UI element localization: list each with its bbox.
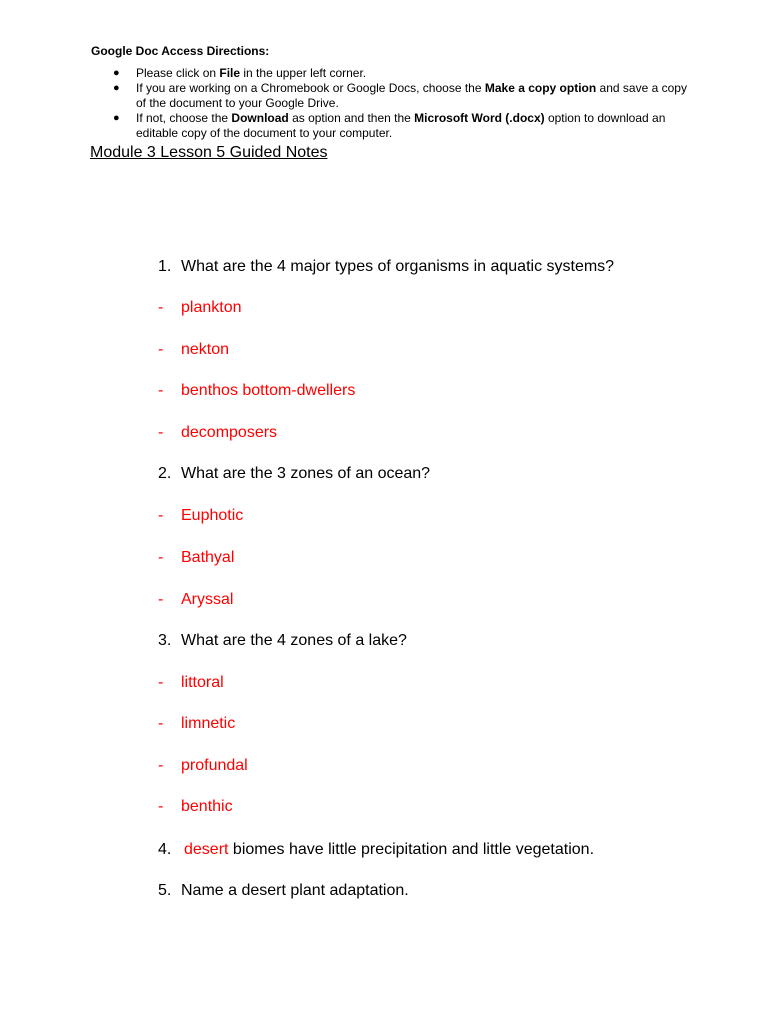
answer-dash: - [158, 382, 164, 399]
answer-dash: - [158, 757, 164, 774]
answer-dash: - [158, 549, 164, 566]
answer-item [158, 797, 233, 817]
answer-text: Euphotic [181, 507, 244, 524]
answer-dash: - [158, 798, 164, 815]
answer-text: Bathyal [181, 549, 235, 566]
answer-dash: - [158, 341, 164, 358]
answer-text: profundal [181, 757, 248, 774]
answer-item [158, 298, 242, 318]
answer-text: nekton [181, 341, 230, 358]
question-1 [158, 257, 614, 277]
question-number: 5. [158, 882, 172, 899]
answer-item [158, 590, 233, 610]
answer-text: benthos bottom-dwellers [181, 382, 356, 399]
answer-text: littoral [181, 674, 224, 691]
answer-item [158, 381, 355, 401]
answer-dash: - [158, 591, 164, 608]
question-2 [158, 464, 430, 484]
question-text: Name a desert plant adaptation. [181, 882, 409, 899]
answer-item [158, 340, 229, 360]
directions-item: ● Please click on File in the upper left corner. [113, 66, 367, 80]
answer-item [158, 423, 277, 443]
answer-text: benthic [181, 798, 233, 815]
directions-item: ● If you are working on a Chromebook or Google Docs, choose the Make a copy option and save a copy of the document to your Google Drive. [113, 81, 687, 110]
answer-text: limnetic [181, 715, 236, 732]
directions-list [91, 66, 691, 141]
bullet-icon: ● [113, 112, 120, 124]
answer-item [158, 756, 248, 776]
answer-dash: - [158, 674, 164, 691]
question-text: What are the 4 major types of organisms in aquatic systems? [181, 258, 615, 275]
bullet-icon: ● [113, 67, 120, 79]
answer-dash: - [158, 715, 164, 732]
fill-in-answer: desert [184, 841, 229, 858]
question-4 [158, 840, 594, 860]
directions-title: Google Doc Access Directions: [91, 44, 270, 58]
answer-text: decomposers [181, 424, 278, 441]
access-directions [91, 44, 691, 141]
bullet-icon: ● [113, 82, 120, 94]
answer-text: Aryssal [181, 591, 234, 608]
question-text: biomes have little precipitation and little vegetation. [228, 841, 595, 858]
question-number: 2. [158, 465, 172, 482]
answer-item [158, 506, 243, 526]
answer-item [158, 548, 234, 568]
question-number: 3. [158, 632, 172, 649]
question-text: What are the 4 zones of a lake? [181, 632, 407, 649]
answer-text: plankton [181, 299, 242, 316]
directions-item: ● If not, choose the Download as option and then the Microsoft Word (.docx) option to download an editable copy of the document to your computer. [113, 111, 666, 140]
question-text: What are the 3 zones of an ocean? [181, 465, 431, 482]
module-title: Module 3 Lesson 5 Guided Notes [90, 144, 328, 161]
answer-item [158, 673, 224, 693]
answer-dash: - [158, 424, 164, 441]
question-number: 4. [158, 841, 172, 858]
question-3 [158, 631, 407, 651]
question-5 [158, 881, 409, 901]
answer-dash: - [158, 507, 164, 524]
answer-dash: - [158, 299, 164, 316]
question-number: 1. [158, 258, 172, 275]
answer-item [158, 714, 235, 734]
